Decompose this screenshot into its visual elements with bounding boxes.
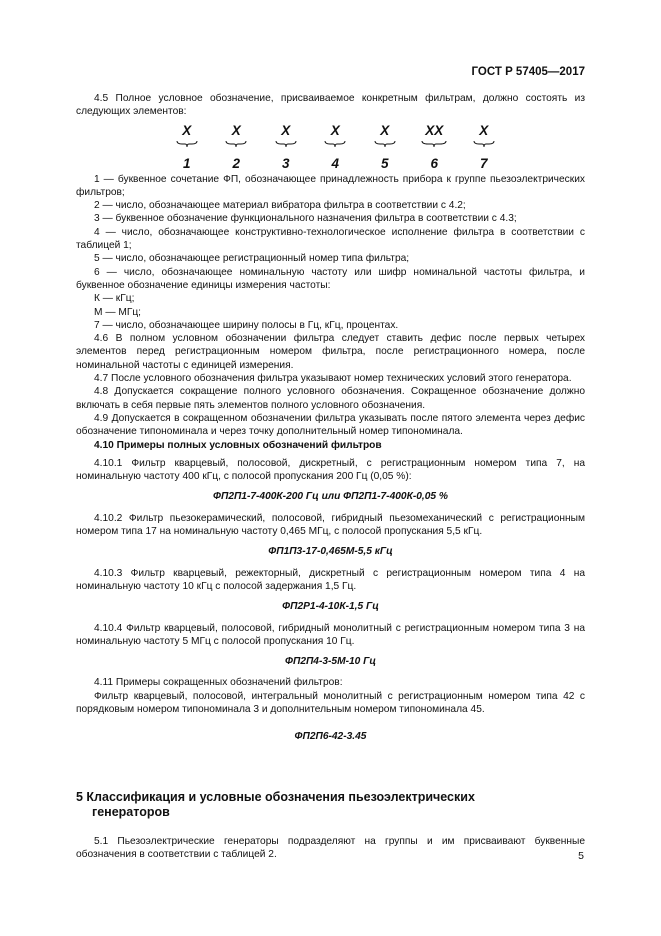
brace-icon: [459, 140, 509, 154]
list-item: 1 — буквенное сочетание ФП, обозначающее принадлежность прибора к группе пьезоэлектрических фильтров;: [76, 173, 585, 198]
scheme-symbol: X: [479, 122, 489, 138]
brace-icon: [410, 140, 460, 154]
scheme-number: 5: [380, 155, 389, 171]
formula-4-10-2: ФП1П3-17-0,465М-5,5 кГц: [268, 546, 393, 558]
list-item: 6 — число, обозначающее номинальную частоту или шифр номинальной частоты фильтра, и буквенное обозначение единицы измерения частоты:: [76, 266, 585, 291]
scheme-symbol: X: [380, 122, 390, 138]
formula-4-10-4: ФП2П4-3-5М-10 Гц: [285, 656, 376, 668]
paragraph-5-1: 5.1 Пьезоэлектрические генераторы подразделяют на группы и им присваивают буквенные обозначения в соответствии с таблицей 2.: [76, 835, 585, 860]
scheme-number: 2: [232, 155, 240, 171]
list-item: 5 — число, обозначающее регистрационный номер типа фильтра;: [94, 253, 410, 265]
scheme-element: [410, 123, 460, 171]
scheme-symbol: X: [231, 122, 241, 138]
list-item: К — кГц;: [94, 293, 135, 305]
paragraph-4-5: 4.5 Полное условное обозначение, присваиваемое конкретным фильтрам, должно состоять из следующих элементов:: [76, 93, 585, 118]
brace-icon: [360, 140, 410, 154]
paragraph-4-9: 4.9 Допускается в сокращенном обозначении фильтра указывать после пятого элемента через дефис обозначение типономинала и через точку дополнительный номер типономинала.: [76, 412, 585, 438]
list-item: 4 — число, обозначающее конструктивно-технологическое исполнение фильтра в соответствии с таблицей 1;: [76, 226, 585, 252]
paragraph-4-7: 4.7 После условного обозначения фильтра указывают номер технических условий этого генератора.: [94, 373, 572, 385]
standard-id: ГОСТ Р 57405—2017: [471, 66, 585, 78]
scheme-element: [261, 123, 311, 171]
heading-4-10: 4.10 Примеры полных условных обозначений фильтров: [94, 439, 382, 451]
scheme-element: [360, 123, 410, 171]
paragraph-4-10-3: 4.10.3 Фильтр кварцевый, режекторный, дискретный с регистрационным номером типа 4 на номинальную частоту 10 кГц с полосой задержания 1,5 Гц.: [76, 567, 585, 592]
list-item: М — МГц;: [94, 306, 142, 318]
section-5-title-line1: 5 Классификация и условные обозначения пьезоэлектрических: [76, 789, 475, 804]
scheme-symbol: X: [330, 122, 340, 138]
page-body: [76, 92, 585, 861]
paragraph-4-8: 4.8 Допускается сокращение полного условного обозначения. Сокращенное обозначение должно включать в себя первые пять элементов полного условного обозначения.: [76, 386, 585, 411]
page-number: 5: [578, 850, 584, 862]
formula-4-10-3: ФП2Р1-4-10К-1,5 Гц: [282, 601, 379, 613]
brace-icon: [212, 140, 262, 154]
scheme-element: [212, 123, 262, 171]
section-5-title-line2: генераторов: [92, 804, 170, 819]
paragraph-4-6: 4.6 В полном условном обозначении фильтра следует ставить дефис после первых четырех элементов перед регистрационным номером фильтра, после регистрационного номера, после номинальной частоты с единицей измерения.: [76, 333, 585, 371]
scheme-symbol: XX: [425, 122, 444, 138]
designation-scheme: [162, 123, 585, 171]
paragraph-4-10-2: 4.10.2 Фильтр пьезокерамический, полосовой, гибридный пьезомеханический с регистрационным номером типа 17 на номинальную частоту 0,465 МГц, с полосой пропускания 5,5 кГц.: [76, 512, 585, 538]
scheme-number: 7: [479, 155, 488, 171]
brace-icon: [311, 140, 361, 154]
scheme-number: 1: [182, 155, 191, 171]
paragraph-4-10-4: 4.10.4 Фильтр кварцевый, полосовой, гибридный монолитный с регистрационным номером типа 3 на номинальную частоту 5 МГц с полосой пропускания 10 Гц.: [76, 622, 585, 647]
formula-4-10-1: ФП2П1-7-400К-200 Гц или ФП2П1-7-400К-0,05 %: [213, 491, 448, 503]
scheme-element: [311, 123, 361, 171]
list-item: 7 — число, обозначающее ширину полосы в Гц, кГц, процентах.: [94, 319, 399, 331]
scheme-number: 4: [331, 155, 339, 171]
scheme-element: [459, 123, 509, 171]
scheme-element: [162, 123, 212, 171]
paragraph-4-11-example: Фильтр кварцевый, полосовой, интегральный монолитный с регистрационным номером типа 42 с порядковым номером типономинала 3 и дополнительным номером типономинала 45.: [76, 690, 585, 715]
brace-icon: [162, 140, 212, 154]
scheme-symbol: X: [182, 122, 192, 138]
brace-icon: [261, 140, 311, 154]
scheme-number: 3: [281, 155, 290, 171]
scheme-symbol: X: [281, 122, 291, 138]
paragraph-4-10-1: 4.10.1 Фильтр кварцевый, полосовой, дискретный, с регистрационным номером типа 7, на номинальную частоту 400 кГц, с полосой пропускания 200 Гц (0,05 %):: [76, 457, 585, 483]
formula-4-11: ФП2П6-42-3.45: [294, 731, 367, 743]
paragraph-4-11: 4.11 Примеры сокращенных обозначений фильтров:: [94, 677, 343, 689]
list-item: 3 — буквенное обозначение функционального назначения фильтра в соответствии с 4.3;: [94, 213, 517, 225]
list-item: 2 — число, обозначающее материал вибратора фильтра в соответствии с 4.2;: [94, 200, 466, 212]
scheme-number: 6: [430, 155, 438, 171]
